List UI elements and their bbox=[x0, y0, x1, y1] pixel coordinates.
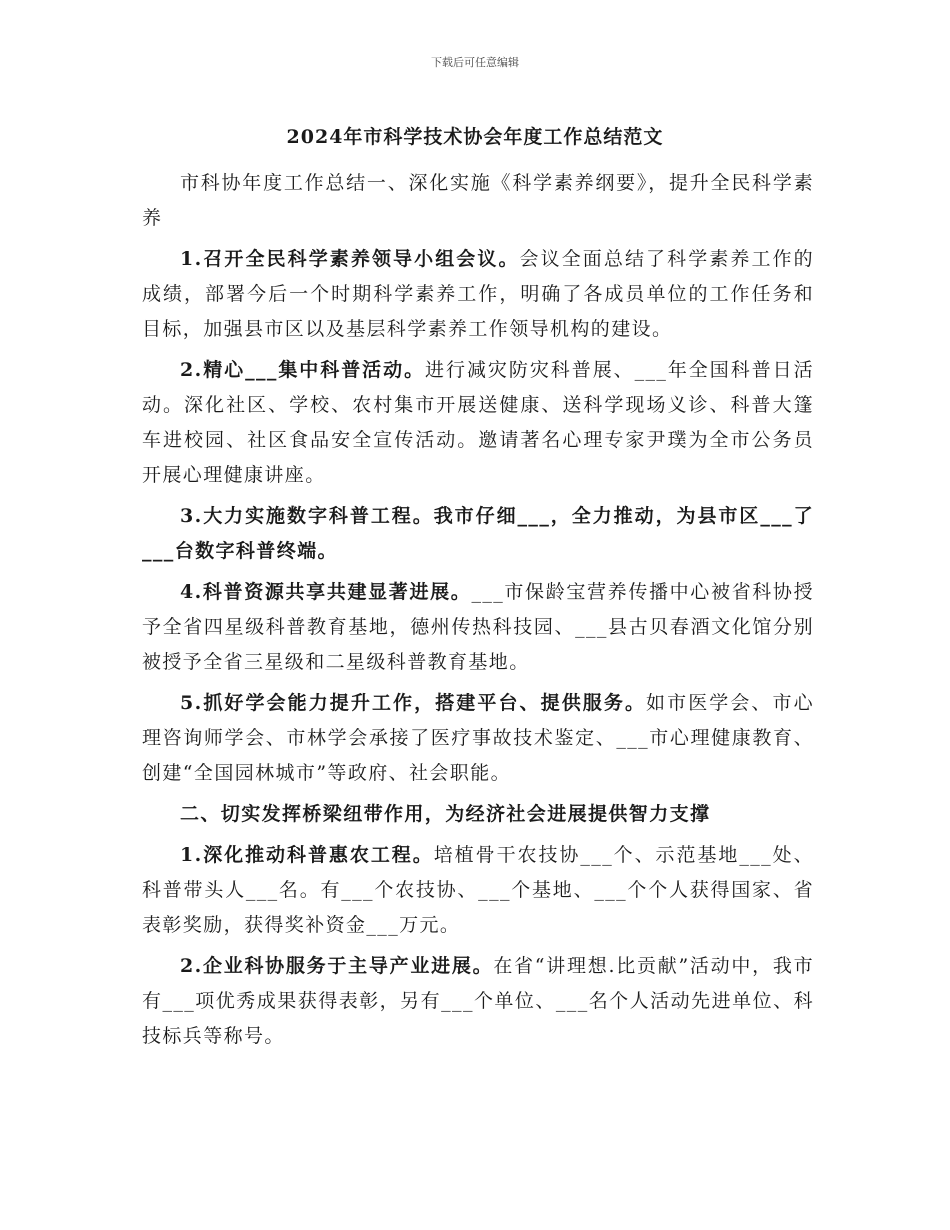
paragraph-heading: 1.深化推动科普惠农工程。 bbox=[180, 844, 434, 866]
paragraph bbox=[142, 949, 814, 1054]
paragraph bbox=[142, 166, 814, 236]
paragraph-heading: 4.科普资源共享共建显著进展。 bbox=[180, 581, 472, 603]
document-title: 2024年市科学技术协会年度工作总结范文 bbox=[286, 126, 664, 148]
paragraph bbox=[142, 838, 814, 943]
header-note: 下载后可任意编辑 bbox=[431, 56, 519, 69]
paragraph-text: 会议全面总结了科学素养工作的成绩，部署今后一个时期科学素养工作，明确了各成员单位的工作任务和目标，加强县市区以及基层科学素养工作领导机构的建设。 bbox=[142, 248, 815, 340]
paragraph-heading: 2.精心___集中科普活动。 bbox=[180, 359, 426, 381]
paragraph-text: 培植骨干农技协___个、示范基地___处、科普带头人___名。有___个农技协、___个基地、___个个人获得国家、省表彰奖励，获得奖补资金___万元。 bbox=[142, 844, 814, 936]
paragraph-heading: 二、切实发挥桥梁纽带作用，为经济社会进展提供智力支撑 bbox=[180, 803, 711, 825]
paragraph-text: 在省“讲理想.比贡献”活动中，我市有___项优秀成果获得表彰，另有___个单位、___名个人活动先进单位、科技标兵等称号。 bbox=[142, 955, 814, 1047]
paragraph bbox=[142, 686, 814, 791]
paragraph bbox=[142, 575, 814, 680]
section-heading bbox=[142, 797, 814, 832]
paragraph bbox=[142, 353, 814, 493]
paragraph-heading: 5.抓好学会能力提升工作，搭建平台、提供服务。 bbox=[180, 692, 647, 714]
paragraph-heading: 2.企业科协服务于主导产业进展。 bbox=[180, 955, 494, 977]
paragraph-heading: 1.召开全民科学素养领导小组会议。 bbox=[180, 248, 520, 270]
paragraph bbox=[142, 242, 814, 347]
paragraph-text: 市科协年度工作总结一、深化实施《科学素养纲要》，提升全民科学素养 bbox=[142, 172, 814, 229]
paragraph-text: 进行减灾防灾科普展、___年全国科普日活动。深化社区、学校、农村集市开展送健康、送科学现场义诊、科普大篷车进校园、社区食品安全宣传活动。邀请著名心理专家尹璞为全市公务员开展心理健康讲座。 bbox=[142, 359, 814, 486]
paragraph-text: 如市医学会、市心理咨询师学会、市林学会承接了医疗事故技术鉴定、___市心理健康教育、创建“全国园林城市”等政府、社会职能。 bbox=[142, 692, 814, 784]
paragraph bbox=[142, 499, 814, 569]
paragraph-text: ___市保龄宝营养传播中心被省科协授予全省四星级科普教育基地，德州传热科技园、___县古贝春酒文化馆分别被授予全省三星级和二星级科普教育基地。 bbox=[142, 581, 814, 673]
document-body bbox=[142, 166, 814, 1060]
paragraph-heading: 3.大力实施数字科普工程。我市仔细___，全力推动，为县市区___了___台数字科普终端。 bbox=[142, 505, 814, 562]
